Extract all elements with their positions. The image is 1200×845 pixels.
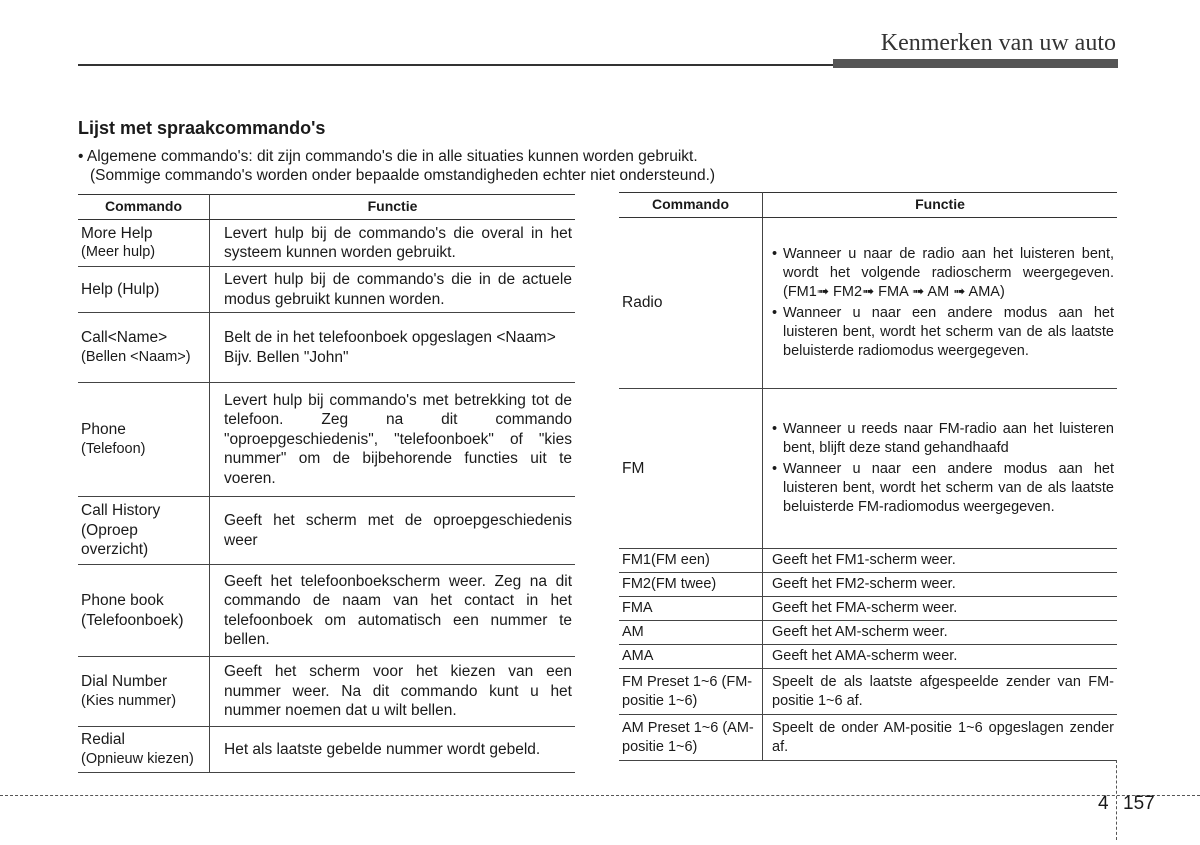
table-row bbox=[619, 389, 1117, 549]
command-cell: Radio bbox=[619, 218, 763, 389]
function-cell: Speelt de onder AM-positie 1~6 opgeslagen zender af. bbox=[763, 715, 1118, 761]
column-header-functie: Functie bbox=[210, 195, 576, 220]
chapter-number: 4 bbox=[1098, 793, 1109, 814]
footer-rule bbox=[0, 795, 1200, 796]
command-cell: Phone book (Telefoonboek) bbox=[78, 565, 210, 657]
bullet-item: • Wanneer u naar een andere modus aan het luisteren bent, wordt het scherm van de als laatste beluisterde FM-radiomodus weergegeven. bbox=[772, 461, 1114, 515]
bullet-item: • Wanneer u reeds naar FM-radio aan het luisteren bent, blijft deze stand gehandhaafd bbox=[772, 421, 1114, 456]
table-row bbox=[78, 220, 575, 267]
command-cell: Dial Number (Kies nummer) bbox=[78, 657, 210, 727]
function-cell: Speelt de als laatste afgespeelde zender van FM-positie 1~6 af. bbox=[763, 669, 1118, 715]
section-title: Lijst met spraakcommando's bbox=[78, 118, 326, 138]
header-title: Kenmerken van uw auto bbox=[880, 30, 1116, 56]
function-cell: Levert hulp bij de commando's die in de actuele modus gebruikt kunnen worden. bbox=[210, 267, 576, 313]
command-cell: AM bbox=[619, 621, 763, 645]
command-cell: FM Preset 1~6 (FM-positie 1~6) bbox=[619, 669, 763, 715]
function-cell: Geeft het scherm met de oproepgeschiedenis weer bbox=[210, 497, 576, 565]
command-cell: AM Preset 1~6 (AM-positie 1~6) bbox=[619, 715, 763, 761]
bullet-item: • Wanneer u naar een andere modus aan het luisteren bent, wordt het scherm van de als laatste beluisterde radiomodus weergegeven. bbox=[772, 305, 1114, 359]
command-cell: FM bbox=[619, 389, 763, 549]
command-cell: AMA bbox=[619, 645, 763, 669]
table-row bbox=[619, 573, 1117, 597]
table-row bbox=[78, 383, 575, 497]
table-row bbox=[78, 727, 575, 773]
function-cell bbox=[763, 389, 1118, 549]
table-row bbox=[78, 497, 575, 565]
command-cell: More Help (Meer hulp) bbox=[78, 220, 210, 267]
function-cell: Geeft het FMA-scherm weer. bbox=[763, 597, 1118, 621]
function-cell: Geeft het telefoonboekscherm weer. Zeg na dit commando de naam van het contact in het telefoonboek om automatisch een nummer te bellen. bbox=[210, 565, 576, 657]
general-commands-table bbox=[78, 194, 575, 773]
table-row bbox=[619, 715, 1117, 761]
command-cell: Phone (Telefoon) bbox=[78, 383, 210, 497]
function-cell: Geeft het FM1-scherm weer. bbox=[763, 549, 1118, 573]
table-row bbox=[619, 621, 1117, 645]
table-row bbox=[619, 669, 1117, 715]
table-row bbox=[78, 565, 575, 657]
command-cell: Call<Name> (Bellen <Naam>) bbox=[78, 313, 210, 383]
command-cell: Redial (Opnieuw kiezen) bbox=[78, 727, 210, 773]
bullet-item: • Wanneer u naar de radio aan het luisteren bent, wordt het volgende radioscherm weergegeven. (FM1➟ FM2➟ FMA ➟ AM ➟ AMA) bbox=[772, 246, 1114, 300]
page-number: 157 bbox=[1123, 793, 1155, 814]
function-cell: Het als laatste gebelde nummer wordt gebeld. bbox=[210, 727, 576, 773]
command-cell: FM1(FM een) bbox=[619, 549, 763, 573]
command-cell: Help (Hulp) bbox=[78, 267, 210, 313]
column-header-functie: Functie bbox=[763, 193, 1118, 218]
table-row bbox=[78, 313, 575, 383]
table-row bbox=[78, 267, 575, 313]
header-rule bbox=[78, 64, 833, 66]
column-header-commando: Commando bbox=[619, 193, 763, 218]
intro-text bbox=[78, 147, 715, 185]
header-bar bbox=[833, 59, 1118, 68]
footer-divider bbox=[1116, 760, 1117, 840]
command-cell: Call History (Oproep overzicht) bbox=[78, 497, 210, 565]
function-cell: Levert hulp bij commando's met betrekking tot de telefoon. Zeg na dit commando "oproepgeschiedenis", "telefoonboek" of "kies nummer" om de bijbehorende functies uit te voeren. bbox=[210, 383, 576, 497]
function-cell: Geeft het FM2-scherm weer. bbox=[763, 573, 1118, 597]
command-cell: FM2(FM twee) bbox=[619, 573, 763, 597]
intro-line-1: • Algemene commando's: dit zijn commando's die in alle situaties kunnen worden gebruikt. bbox=[78, 148, 698, 165]
table-row bbox=[619, 218, 1117, 389]
column-header-commando: Commando bbox=[78, 195, 210, 220]
function-cell: Geeft het scherm voor het kiezen van een nummer weer. Na dit commando kunt u het nummer noemen dat u wilt bellen. bbox=[210, 657, 576, 727]
function-cell: Levert hulp bij de commando's die overal in het systeem kunnen worden gebruikt. bbox=[210, 220, 576, 267]
intro-line-2: (Sommige commando's worden onder bepaalde omstandigheden echter niet ondersteund.) bbox=[90, 167, 716, 184]
table-row bbox=[78, 657, 575, 727]
table-row bbox=[619, 645, 1117, 669]
command-cell: FMA bbox=[619, 597, 763, 621]
table-row bbox=[619, 597, 1117, 621]
function-cell: Geeft het AM-scherm weer. bbox=[763, 621, 1118, 645]
function-cell: Geeft het AMA-scherm weer. bbox=[763, 645, 1118, 669]
radio-commands-table bbox=[619, 192, 1117, 761]
function-cell bbox=[763, 218, 1118, 389]
function-cell: Belt de in het telefoonboek opgeslagen <Naam> Bijv. Bellen "John" bbox=[210, 313, 576, 383]
table-row bbox=[619, 549, 1117, 573]
